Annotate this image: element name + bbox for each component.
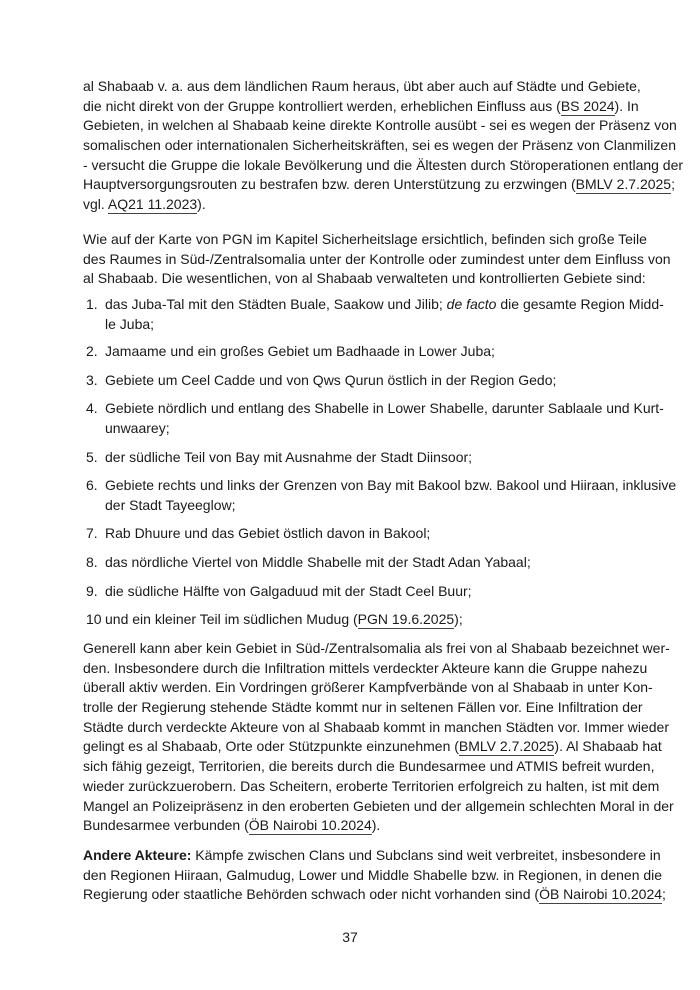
text-line <box>83 846 661 866</box>
list-item-text <box>105 582 617 602</box>
paragraph-infiltration <box>83 639 674 836</box>
text-line <box>83 77 641 97</box>
text-segment: Rab Dhuure und das Gebiet östlich davon in Bakool; <box>105 525 431 541</box>
text-segment: und ein kleiner Teil im südlichen Mudug ( <box>105 611 358 627</box>
text-line <box>83 698 643 718</box>
text-segment: trolle der Regierung stehende Städte kommt nur in seltenen Fällen vor. Eine Infiltration der <box>83 699 643 716</box>
text-segment: somalischen oder internationalen Sicherheitskräften, sei es wegen der Präsenz von Clanmilizen <box>83 137 676 154</box>
text-line <box>105 610 617 630</box>
source-reference-link[interactable]: BMLV 2.7.2025 <box>458 738 555 755</box>
source-reference-link[interactable]: BMLV 2.7.2025 <box>575 176 672 193</box>
text-line <box>105 371 617 391</box>
source-reference-link[interactable]: AQ21 11.2023 <box>107 196 198 213</box>
source-reference-link[interactable]: ÖB Nairobi 10.2024 <box>248 817 372 834</box>
text-line <box>83 195 617 215</box>
text-segment: de facto <box>446 296 497 312</box>
text-line <box>83 678 653 698</box>
paragraph-al-shabaab-influence <box>83 77 684 215</box>
text-segment: der Stadt Tayeeglow; <box>105 496 236 513</box>
text-line <box>105 399 664 419</box>
list-item-text <box>105 342 617 362</box>
list-number: 4. <box>86 400 98 416</box>
list-number: 6. <box>86 477 98 493</box>
list-number: 9. <box>86 583 98 599</box>
list-item-text <box>105 295 664 334</box>
text-line <box>83 156 684 176</box>
text-segment: ). In <box>614 97 639 114</box>
text-segment: ). <box>371 817 381 834</box>
text-segment: Generell kann aber kein Gebiet in Süd-/Zentralsomalia als frei von al Shabaab bezeichnet wer- <box>83 640 670 656</box>
list-number: 1. <box>86 296 98 312</box>
text-line <box>83 757 655 777</box>
text-line <box>83 175 675 195</box>
text-line <box>83 230 647 250</box>
list-item-text <box>105 448 617 468</box>
text-line <box>83 737 662 757</box>
list-number: 2. <box>86 343 98 359</box>
text-line <box>83 97 639 117</box>
text-line <box>105 582 617 602</box>
paragraph-map-intro <box>83 230 671 289</box>
text-segment: Bundesarmee verbunden ( <box>83 817 249 834</box>
text-segment: Jamaame und ein großes Gebiet um Badhaade in Lower Juba; <box>105 343 495 359</box>
text-line <box>83 816 617 836</box>
list-item-text <box>105 524 617 544</box>
text-segment: die nicht direkt von der Gruppe kontrolliert werden, erheblichen Einfluss aus ( <box>83 97 561 114</box>
text-line <box>83 116 677 136</box>
text-segment: unwaarey; <box>105 419 170 436</box>
text-line <box>83 250 671 270</box>
text-segment: die südliche Hälfte von Galgaduud mit der Stadt Ceel Buur; <box>105 583 472 599</box>
text-segment: überall aktiv werden. Ein Vordringen größerer Kampfverbände von al Shabaab in unter Kon- <box>83 679 653 696</box>
source-reference-link[interactable]: PGN 19.6.2025 <box>357 611 455 627</box>
text-segment: ; <box>671 176 675 193</box>
list-number: 8. <box>86 554 98 570</box>
text-segment: das nördliche Viertel von Middle Shabelle mit der Stadt Adan Yabaal; <box>105 554 531 570</box>
list-item-text <box>105 399 664 438</box>
text-segment: ). Al Shabaab hat <box>554 738 662 755</box>
text-segment: Städte durch verdeckte Akteure von al Shabaab kommt in manchen Städten vor. Immer wieder <box>83 718 669 735</box>
text-segment: al Shabaab. Die wesentlichen, von al Shabaab verwalteten und kontrollierten Gebiete sind: <box>83 270 646 287</box>
text-segment: Gebiete um Ceel Cadde und von Qws Qurun östlich in der Region Gedo; <box>105 372 557 388</box>
text-line <box>83 136 676 156</box>
text-line <box>83 718 669 738</box>
text-segment: Mangel an Polizeipräsenz in den eroberten Gebieten und der allgemein schlechten Moral in der <box>83 797 674 814</box>
text-line <box>83 797 674 817</box>
text-line <box>83 269 646 289</box>
text-segment: Hauptversorgungsrouten zu bestrafen bzw. deren Unterstützung zu erzwingen ( <box>83 176 576 193</box>
source-reference-link[interactable]: BS 2024 <box>560 97 615 114</box>
list-item-text <box>105 610 617 630</box>
source-reference-link[interactable]: ÖB Nairobi 10.2024 <box>539 886 663 903</box>
text-segment: der südliche Teil von Bay mit Ausnahme der Stadt Diinsoor; <box>105 449 473 465</box>
text-segment: Kämpfe zwischen Clans und Subclans sind weit verbreitet, insbesondere in <box>191 847 661 863</box>
list-item-text <box>105 553 617 573</box>
text-segment: sich fähig gezeigt, Territorien, die bereits durch die Bundesarmee und ATMIS befreit wurden, <box>83 758 655 775</box>
text-line <box>83 659 648 679</box>
text-segment: Gebieten, in welchen al Shabaab keine direkte Kontrolle ausübt - sei es wegen der Präsenz von <box>83 117 677 134</box>
text-segment: Gebiete nördlich und entlang des Shabelle in Lower Shabelle, darunter Sablaale und Kurt- <box>105 400 664 416</box>
text-line <box>105 476 677 496</box>
text-segment: den Regionen Hiiraan, Galmudug, Lower und Middle Shabelle bzw. in Regionen, in denen die <box>83 866 663 883</box>
text-line <box>105 419 617 439</box>
text-line <box>105 315 617 335</box>
list-item-text <box>105 476 677 515</box>
text-segment: le Juba; <box>105 315 155 332</box>
text-segment: vgl. <box>83 196 108 213</box>
list-number: 5. <box>86 449 98 465</box>
text-line <box>105 295 664 315</box>
text-segment: des Raumes in Süd-/Zentralsomalia unter der Kontrolle oder zumindest unter dem Einfluss von <box>83 250 671 267</box>
text-segment: gelingt es al Shabaab, Orte oder Stützpunkte einzunehmen ( <box>83 738 459 755</box>
text-segment: den. Insbesondere durch die Infiltration mittels verdeckter Akteure kann die Gruppe nahezu <box>83 659 648 676</box>
text-segment: al Shabaab v. a. aus dem ländlichen Raum heraus, übt aber auch auf Städte und Gebiete, <box>83 78 641 94</box>
list-number: 3. <box>86 372 98 388</box>
page-number: 37 <box>342 929 358 945</box>
paragraph-other-actors <box>83 846 666 905</box>
text-segment: Gebiete rechts und links der Grenzen von Bay mit Bakool bzw. Bakool und Hiiraan, inklusive <box>105 477 677 493</box>
text-line <box>83 777 660 797</box>
text-line <box>105 553 617 573</box>
text-segment: ). <box>197 196 206 213</box>
text-segment: Regierung oder staatliche Behörden schwach oder nicht vorhanden sind ( <box>83 886 540 903</box>
list-item-text <box>105 371 617 391</box>
text-segment: ); <box>454 611 463 627</box>
bold-lead-in: Andere Akteure: <box>83 847 192 863</box>
text-line <box>105 448 617 468</box>
text-line <box>105 342 617 362</box>
text-line <box>105 496 617 516</box>
text-line <box>83 866 663 886</box>
text-segment: Wie auf der Karte von PGN im Kapitel Sicherheitslage ersichtlich, befinden sich große Teile <box>83 231 647 247</box>
text-segment: das Juba-Tal mit den Städten Buale, Saakow und Jilib; <box>105 296 447 312</box>
text-line <box>83 885 666 905</box>
text-segment: - versucht die Gruppe die lokale Bevölkerung und die Ältesten durch Störoperationen entlang der <box>83 156 684 173</box>
list-number: 10 <box>86 611 102 627</box>
text-segment: wieder zurückzuerobern. Das Scheitern, eroberte Territorien erfolgreich zu halten, ist mit dem <box>83 777 660 794</box>
text-segment: die gesamte Region Midd- <box>496 296 664 312</box>
list-number: 7. <box>86 525 98 541</box>
text-line <box>83 639 670 659</box>
text-line <box>105 524 617 544</box>
text-segment: ; <box>662 886 666 903</box>
